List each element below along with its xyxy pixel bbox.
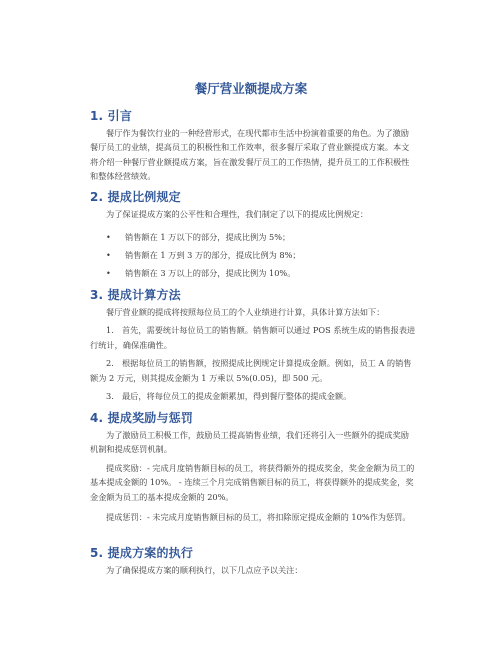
document-title: 餐厅营业额提成方案 bbox=[194, 81, 308, 96]
bullet-item: • 销售额在 3 万以上的部分，提成比例为 10%。 bbox=[125, 266, 295, 280]
numbered-step: 3. 最后，将每位员工的提成金额累加，得到餐厅整体的提成金额。 bbox=[106, 391, 352, 401]
section-1-heading: 1. 引言 bbox=[90, 109, 133, 123]
section-2-heading: 2. 提成比例规定 bbox=[90, 190, 181, 204]
section-2-intro: 为了保证提成方案的公平性和合理性，我们制定了以下的提成比例规定： bbox=[106, 209, 369, 219]
section-5-heading: 5. 提成方案的执行 bbox=[90, 546, 194, 560]
bullet-item: • 销售额在 1 万以下的部分，提成比例为 5%； bbox=[125, 230, 290, 244]
bullet-item: • 销售额在 1 万到 3 万的部分，提成比例为 8%； bbox=[125, 248, 301, 262]
section-5-intro: 为了确保提成方案的顺利执行，以下几点应予以关注： bbox=[106, 565, 303, 575]
section-4-intro: 为了激励员工积极工作，鼓励员工提高销售业绩，我们还将引入一些额外的提成奖励机制和提成惩罚机制。 bbox=[90, 430, 409, 455]
section-4-heading: 4. 提成奖励与惩罚 bbox=[90, 411, 194, 425]
section-3-intro: 餐厅营业额的提成将按照每位员工的个人业绩进行计算，具体计算方法如下： bbox=[106, 307, 385, 317]
section-3-heading: 3. 提成计算方法 bbox=[90, 288, 181, 302]
section-1-paragraph: 餐厅作为餐饮行业的一种经营形式，在现代都市生活中扮演着重要的角色。为了激励餐厅员工的业绩，提高员工的积极性和工作效率，很多餐厅采取了营业额提成方案。本文将介绍一种餐厅营业额提成方案，旨在激发餐厅员工的工作热情，提升员工的工作积极性和整体经营绩效。 bbox=[90, 128, 410, 181]
numbered-step: 2. 根据每位员工的销售额，按照提成比例规定计算提成金额。例如，员工 A 的销售额为 2 万元，则其提成金额为 1 万乘以 5%(0.05)，即 500 元。 bbox=[90, 358, 412, 383]
penalty-paragraph: 提成惩罚：- 未完成月度销售额目标的员工，将扣除原定提成金额的 10%作为惩罚。 bbox=[106, 512, 411, 522]
reward-paragraph: 提成奖励：- 完成月度销售额目标的员工，将获得额外的提成奖金，奖金金额为员工的基本提成金额的 10%。 - 连续三个月完成销售额目标的员工，将获得额外的提成奖金，奖金金额为员工的基本提成金额的 20%。 bbox=[90, 463, 415, 502]
numbered-step: 1. 首先，需要统计每位员工的销售额。销售额可以通过 POS 系统生成的销售报表进行统计，确保准确性。 bbox=[90, 325, 416, 350]
